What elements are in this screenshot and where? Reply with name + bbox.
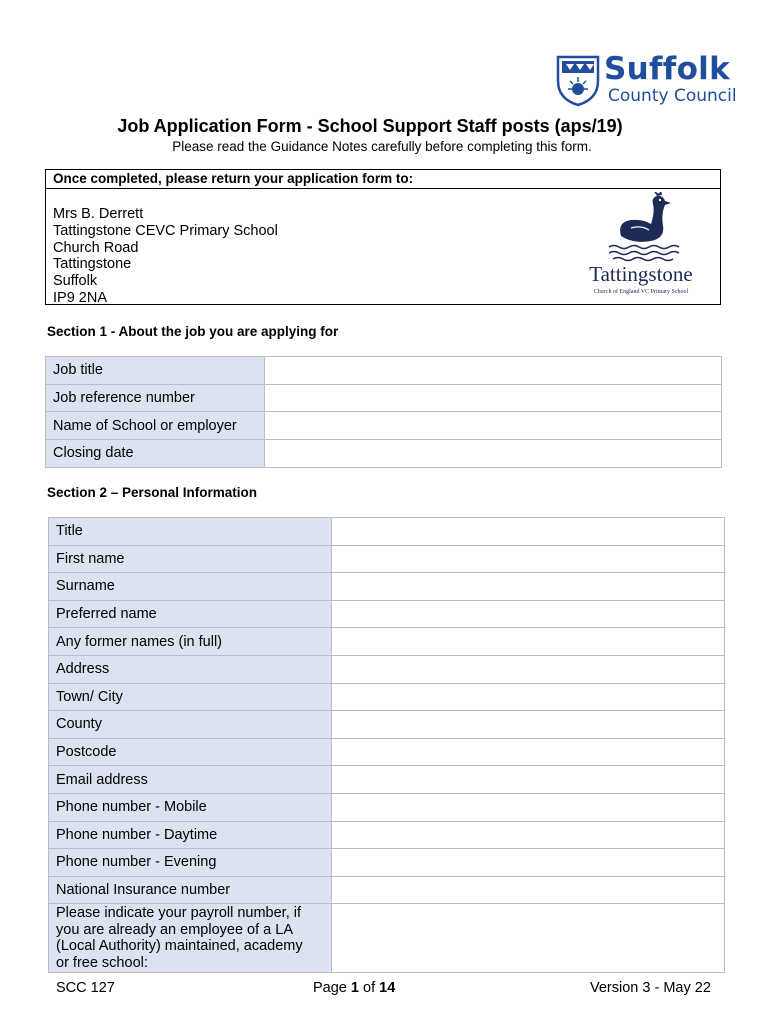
table-row: [49, 683, 725, 711]
footer-page-number: [313, 980, 395, 996]
payroll-label-line: or free school:: [56, 954, 148, 971]
field-label: Any former names (in full): [49, 628, 332, 656]
field-label: Job reference number: [46, 384, 265, 412]
table-row: [49, 876, 725, 904]
first-name-field[interactable]: [332, 545, 725, 573]
table-row: [49, 849, 725, 877]
section2-table: [48, 517, 725, 973]
address-field[interactable]: [332, 655, 725, 683]
table-row: [49, 655, 725, 683]
page-title: Job Application Form - School Support Staff posts (aps/19): [117, 116, 623, 136]
return-heading: Once completed, please return your application form to:: [46, 170, 720, 189]
school-logo: [581, 192, 701, 302]
payroll-label-line: Please indicate your payroll number, if: [56, 905, 302, 922]
table-row: [46, 440, 722, 468]
table-row: [49, 766, 725, 794]
table-row: [49, 573, 725, 601]
phone-mobile-field[interactable]: [332, 793, 725, 821]
table-row: [49, 600, 725, 628]
field-label: Preferred name: [49, 600, 332, 628]
school-logo-name: Tattingstone: [589, 262, 693, 286]
county-field[interactable]: [332, 711, 725, 739]
suffolk-county-council-logo: [556, 51, 746, 107]
payroll-label-line: you are already an employee of a LA: [56, 921, 293, 938]
return-address-box: [45, 169, 721, 305]
address-line: Suffolk: [53, 273, 98, 290]
table-row: [49, 628, 725, 656]
page-prefix: Page: [313, 980, 351, 996]
table-row: [46, 357, 722, 385]
section2-heading: Section 2 – Personal Information: [47, 485, 258, 500]
school-logo-motto: Church of England VC Primary School: [593, 289, 689, 295]
field-label: Surname: [49, 573, 332, 601]
email-field[interactable]: [332, 766, 725, 794]
field-label: Phone number - Evening: [49, 849, 332, 877]
logo-title: Suffolk: [604, 51, 731, 87]
field-label: Job title: [46, 357, 265, 385]
ni-number-field[interactable]: [332, 876, 725, 904]
field-label: Email address: [49, 766, 332, 794]
footer-version: Version 3 - May 22: [590, 980, 711, 996]
title-field[interactable]: [332, 518, 725, 546]
address-line: Church Road: [53, 239, 139, 256]
job-title-field[interactable]: [265, 357, 722, 385]
page-of: of: [358, 980, 380, 996]
job-reference-field[interactable]: [265, 384, 722, 412]
payroll-label-line: (Local Authority) maintained, academy: [56, 938, 303, 955]
address-line: Mrs B. Derrett: [53, 206, 144, 222]
table-row: [49, 518, 725, 546]
field-label: Title: [49, 518, 332, 546]
table-row: [49, 711, 725, 739]
field-label: Name of School or employer: [46, 412, 265, 440]
table-row: [49, 821, 725, 849]
field-label: Town/ City: [49, 683, 332, 711]
field-label: County: [49, 711, 332, 739]
table-row: [49, 793, 725, 821]
field-label: Phone number - Daytime: [49, 821, 332, 849]
former-names-field[interactable]: [332, 628, 725, 656]
table-row: [46, 384, 722, 412]
section1-heading: Section 1 - About the job you are applying for: [47, 324, 339, 339]
address-line: Tattingstone CEVC Primary School: [53, 222, 278, 239]
return-address: [53, 206, 278, 307]
field-label: First name: [49, 545, 332, 573]
postcode-field[interactable]: [332, 738, 725, 766]
duck-on-water-icon: [581, 192, 701, 264]
table-row: [49, 904, 725, 973]
logo-subtitle: County Council: [608, 86, 737, 106]
field-label: Phone number - Mobile: [49, 793, 332, 821]
field-label: Postcode: [49, 738, 332, 766]
payroll-number-field[interactable]: [332, 904, 725, 973]
preferred-name-field[interactable]: [332, 600, 725, 628]
table-row: [49, 545, 725, 573]
table-row: [46, 412, 722, 440]
field-label: Address: [49, 655, 332, 683]
section1-table: [45, 356, 722, 468]
field-label: National Insurance number: [49, 876, 332, 904]
footer-form-code: SCC 127: [56, 980, 115, 996]
suffolk-crest-icon: [556, 55, 600, 107]
phone-evening-field[interactable]: [332, 849, 725, 877]
address-line: IP9 2NA: [53, 289, 107, 306]
surname-field[interactable]: [332, 573, 725, 601]
page-total: 14: [379, 980, 396, 996]
page-subtitle: Please read the Guidance Notes carefully before completing this form.: [172, 139, 592, 154]
school-employer-field[interactable]: [265, 412, 722, 440]
closing-date-field[interactable]: [265, 440, 722, 468]
town-city-field[interactable]: [332, 683, 725, 711]
address-line: Tattingstone: [53, 256, 132, 273]
phone-daytime-field[interactable]: [332, 821, 725, 849]
field-label: Closing date: [46, 440, 265, 468]
page-current: 1: [350, 980, 359, 996]
table-row: [49, 738, 725, 766]
payroll-label: [49, 904, 332, 973]
